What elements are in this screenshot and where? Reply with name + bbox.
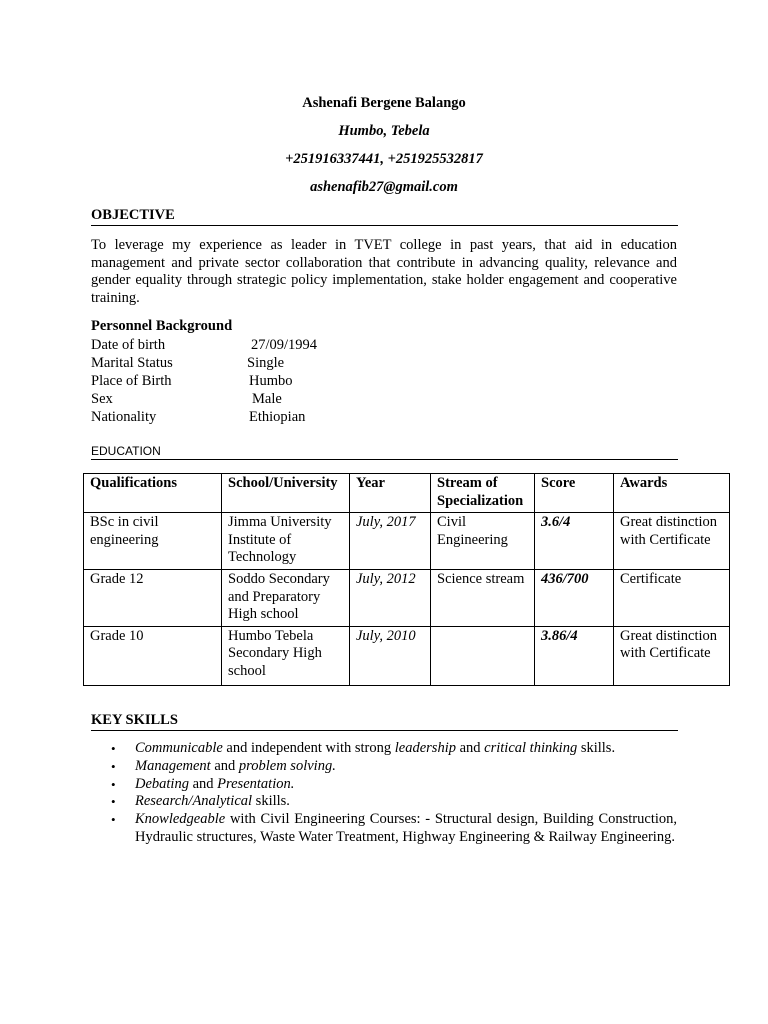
cell-school: Soddo Secondary and Preparatory High school	[222, 569, 350, 626]
education-header-row	[84, 474, 730, 513]
cell-score: 436/700	[535, 569, 614, 626]
cell-qualification: Grade 10	[84, 626, 222, 685]
bullet-icon: •	[111, 741, 116, 756]
cell-award: Great distinction with Certificate	[614, 626, 730, 685]
cell-score: 3.6/4	[535, 513, 614, 570]
key-skills-heading: KEY SKILLS	[91, 712, 678, 731]
bullet-icon: •	[111, 776, 116, 792]
cell-award: Certificate	[614, 569, 730, 626]
cell-stream	[431, 626, 535, 685]
objective-text: To leverage my experience as leader in TVET college in past years, that aid in education management and private sector collaboration that contribute in advancing quality, relevance and gender equality through strategic policy implementation, stake holder engagement and cooperative training.	[91, 237, 677, 306]
personnel-value: Ethiopian	[249, 409, 306, 425]
candidate-phones: +251916337441, +251925532817	[285, 151, 483, 167]
cell-stream: Civil Engineering	[431, 513, 535, 570]
list-item: • Management and problem solving.	[111, 757, 336, 774]
bullet-icon: •	[111, 794, 116, 810]
bullet-icon: •	[111, 758, 116, 774]
col-awards: Awards	[614, 474, 730, 513]
cell-year: July, 2017	[350, 513, 431, 570]
personnel-value: Humbo	[249, 373, 293, 389]
cell-stream: Science stream	[431, 569, 535, 626]
cell-school: Jimma University Institute of Technology	[222, 513, 350, 570]
personnel-label: Marital Status	[91, 355, 173, 371]
list-item: • Communicable and independent with strong leadership and critical thinking skills.	[111, 740, 616, 756]
cell-qualification: BSc in civil engineering	[84, 513, 222, 570]
key-skills-list	[91, 740, 677, 847]
cell-award: Great distinction with Certificate	[614, 513, 730, 570]
personnel-label: Place of Birth	[91, 373, 172, 389]
cell-score: 3.86/4	[535, 626, 614, 685]
education-table	[83, 473, 730, 686]
col-score: Score	[535, 474, 614, 513]
cell-qualification: Grade 12	[84, 569, 222, 626]
personnel-label: Sex	[91, 391, 113, 407]
personnel-value: 27/09/1994	[251, 337, 318, 353]
cell-year: July, 2010	[350, 626, 431, 685]
personnel-background-heading: Personnel Background	[91, 318, 233, 334]
list-item: • Research/Analytical skills.	[111, 793, 290, 810]
personnel-value: Single	[247, 355, 285, 371]
table-row	[84, 626, 730, 685]
col-school: School/University	[222, 474, 350, 513]
col-year: Year	[350, 474, 431, 513]
objective-heading: OBJECTIVE	[91, 207, 678, 226]
personnel-value: Male	[252, 391, 282, 407]
list-item: • Knowledgeable with Civil Engineering Courses: - Structural design, Building Construction, Hydraulic structures, Waste Water Treatment, Highway Engineering & Railway Engineering.	[111, 811, 677, 845]
table-row	[84, 569, 730, 626]
list-item: • Debating and Presentation.	[111, 775, 295, 792]
personnel-label: Nationality	[91, 409, 157, 425]
candidate-email: ashenafib27@gmail.com	[310, 179, 458, 195]
table-row	[84, 513, 730, 570]
cell-year: July, 2012	[350, 569, 431, 626]
bullet-icon: •	[111, 812, 116, 828]
col-qualifications: Qualifications	[84, 474, 222, 513]
personnel-label: Date of birth	[91, 337, 166, 353]
candidate-location: Humbo, Tebela	[338, 123, 430, 139]
education-heading: EDUCATION	[91, 444, 678, 460]
cell-school: Humbo Tebela Secondary High school	[222, 626, 350, 685]
candidate-name: Ashenafi Bergene Balango	[302, 95, 466, 111]
col-stream: Stream of Specialization	[431, 474, 535, 513]
